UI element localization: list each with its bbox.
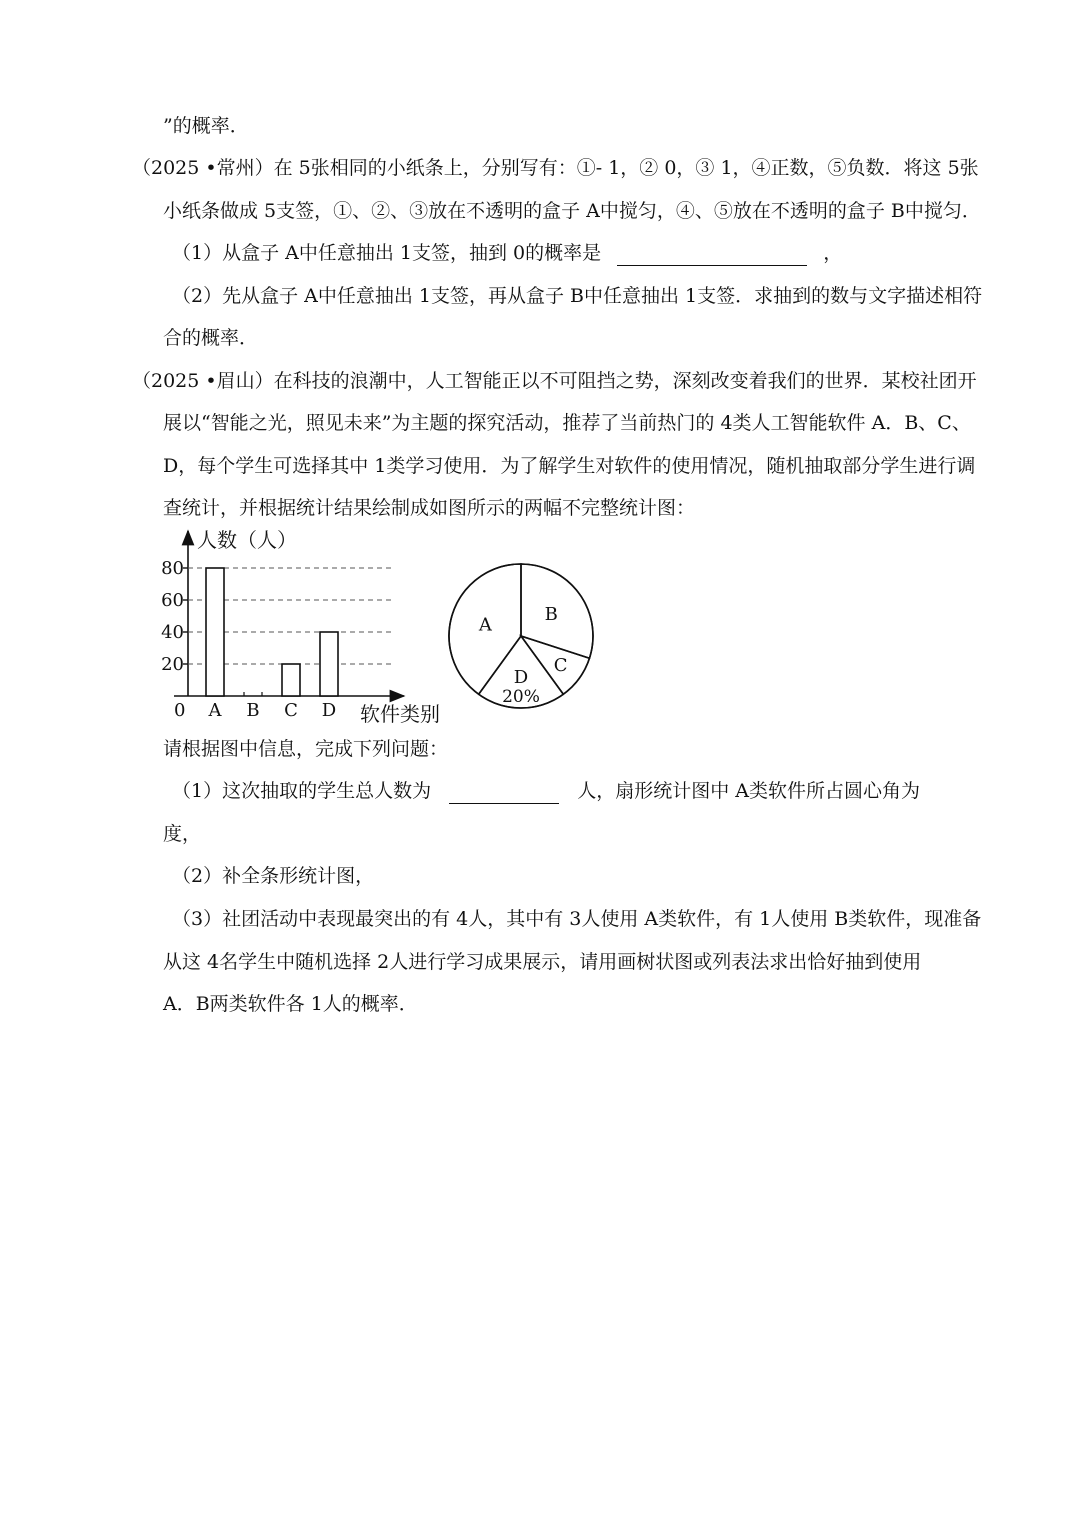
- pie-label-A: A: [478, 614, 492, 636]
- subquestion-2-cont: 合的概率．: [163, 327, 259, 349]
- subquestion-1-cont: 度，: [163, 823, 202, 845]
- question-text-line: （2025 •眉山）在科技的浪潮中，人工智能正以不可阻挡之势，深刻改变着我们的世界．某校社团开: [132, 370, 977, 392]
- origin-label: 0: [174, 700, 186, 721]
- subquestion-1: [172, 779, 920, 804]
- question-text-line: 小纸条做成 5支签，①、②、③放在不透明的盒子 A中搅匀，④、⑤放在不透明的盒子 B中搅匀．: [163, 200, 981, 222]
- answer-blank[interactable]: [449, 779, 559, 804]
- subquestion-1-text: （1）从盒子 A中任意抽出 1支签，抽到 0的概率是: [172, 242, 602, 264]
- y-axis-label: 人数（人）: [197, 528, 297, 552]
- question-text-line: 展以“智能之光，照见未来”为主题的探究活动，推荐了当前热门的 4类人工智能软件 A．B、C、: [163, 412, 971, 434]
- x-axis-label: 软件类别: [360, 702, 440, 726]
- y-tick-label: 40: [161, 622, 184, 643]
- subquestion-1-suffix: ，: [823, 242, 843, 264]
- y-tick-label: 80: [161, 558, 184, 579]
- question-text-line: 查统计，并根据统计结果绘制成如图所示的两幅不完整统计图：: [163, 497, 696, 519]
- category-label-D: D: [321, 700, 337, 721]
- pie-label-C: C: [553, 654, 568, 676]
- instruction-text: 请根据图中信息，完成下列问题：: [163, 738, 449, 760]
- y-tick-label: 20: [161, 654, 184, 675]
- category-label-C: C: [284, 700, 298, 721]
- answer-blank[interactable]: [617, 241, 807, 266]
- bar-chart: [160, 525, 460, 730]
- subquestion-3-cont: 从这 4名学生中随机选择 2人进行学习成果展示，请用画树状图或列表法求出恰好抽到使用: [163, 951, 922, 973]
- subquestion-3-cont: A．B两类软件各 1人的概率．: [163, 993, 418, 1015]
- bar-C: [282, 664, 300, 696]
- question-text-line: D，每个学生可选择其中 1类学习使用．为了解学生对软件的使用情况，随机抽取部分学生进行调: [163, 455, 976, 477]
- previous-question-tail: ”的概率．: [163, 115, 249, 137]
- subquestion-2: （2）补全条形统计图，: [172, 865, 375, 887]
- pie-percent-D: 20%: [502, 686, 540, 707]
- category-label-B: B: [246, 700, 260, 721]
- subquestion-1: [172, 241, 842, 266]
- pie-label-D: D: [513, 666, 529, 688]
- y-tick-label: 60: [161, 590, 184, 611]
- category-label-A: A: [208, 700, 222, 721]
- bar-A: [206, 568, 224, 696]
- pie-label-B: B: [544, 603, 558, 625]
- subquestion-1-text: （1）这次抽取的学生总人数为: [172, 780, 432, 802]
- question-text-line: （2025 •常州）在 5张相同的小纸条上，分别写有：①- 1，② 0，③ 1，④正数，⑤负数．将这 5张: [132, 157, 979, 179]
- subquestion-1-suffix: 人，扇形统计图中 A类软件所占圆心角为: [577, 780, 920, 802]
- subquestion-3: （3）社团活动中表现最突出的有 4人，其中有 3人使用 A类软件，有 1人使用 B类软件，现准备: [172, 908, 982, 930]
- subquestion-2: （2）先从盒子 A中任意抽出 1支签，再从盒子 B中任意抽出 1支签．求抽到的数与文字描述相符: [172, 285, 983, 307]
- pie-chart: [440, 560, 610, 720]
- bar-D: [320, 632, 338, 696]
